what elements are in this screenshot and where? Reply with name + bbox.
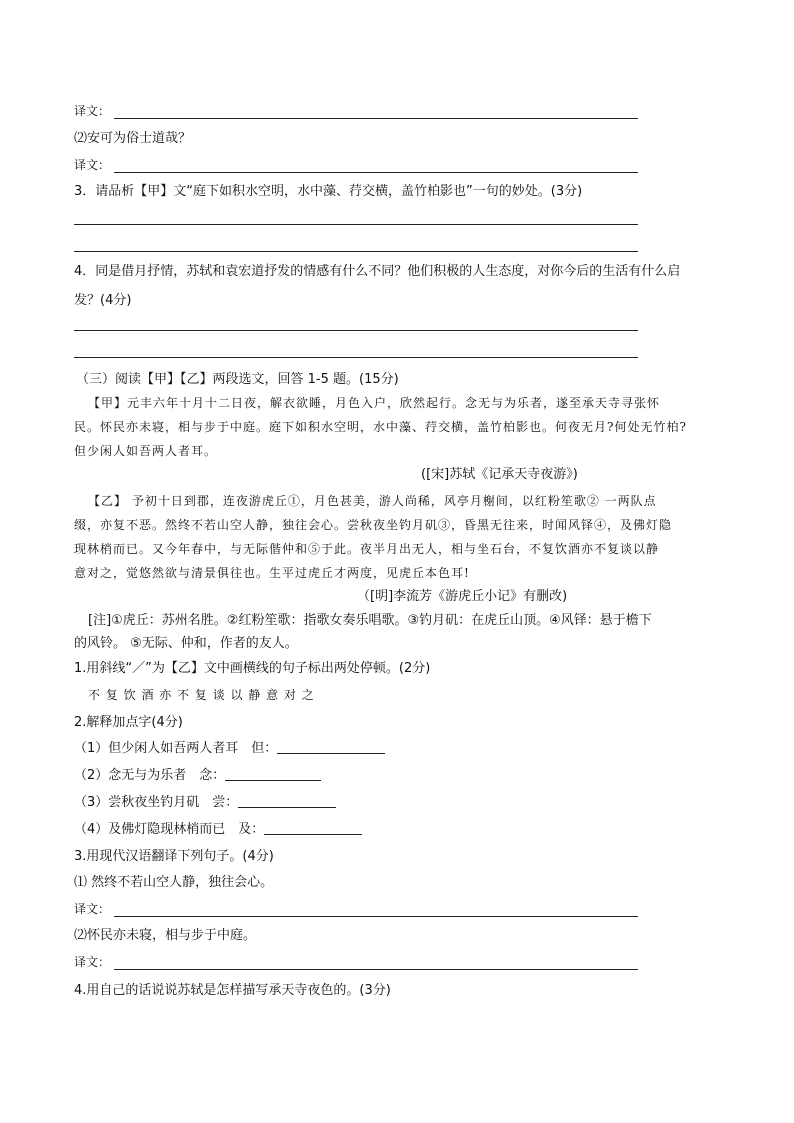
answer-line [74,357,638,358]
passage-yi-line: 缀，亦复不恶。然终不若山空人静，独往会心。尝秋夜坐钓月矶③，昏黑无往来，时闻风铎④，及佛灯隐 [74,518,673,532]
notes-line: 的风铃。 ⑤无际、仲和，作者的友人。 [74,636,298,651]
passage-jia-line: 但少闲人如吾两人者耳。 [74,444,218,458]
source-citation: （[明]李流芳《游虎丘小记》有删改) [357,589,568,604]
word-item-text: （4）及佛灯隐现林梢而已 及： [74,822,265,837]
question-4-line2: 发？(4分) [74,293,132,308]
word-item-2 [74,766,321,786]
question-4b: 4.用自己的话说说苏轼是怎样描写承天寺夜色的。(3分) [74,983,391,998]
word-item-4 [74,820,362,840]
answer-line [114,969,638,970]
notes-line: [注]①虎丘：苏州名胜。②红粉笙歌：指歌女奏乐唱歌。③钓月矶：在虎丘山顶。④风铎：悬于檐下 [88,613,652,628]
answer-blank[interactable] [277,739,385,754]
answer-line [74,330,638,331]
translation-label: 译文： [74,104,111,118]
answer-blank[interactable] [264,820,362,835]
passage-jia-line: 【甲】元丰六年十月十二日夜，解衣欲睡，月色入户，欣然起行。念无与为乐者，遂至承天寺寻张怀 [88,396,661,410]
word-item-3 [74,793,336,813]
passage-yi-line: 现林梢而已。又今年春中，与无际偕仲和⑤于此。夜半月出无人，相与坐石台，不复饮酒亦不复谈以静 [74,542,660,556]
question-2: 2.解释加点字(4分) [74,715,183,730]
passage-jia-line: 民。怀民亦未寝，相与步于中庭。庭下如积水空明，水中藻、荇交横，盖竹柏影也。何夜无月?何处无竹柏? [74,420,687,434]
answer-line [114,172,638,173]
answer-line [114,118,638,119]
answer-line [114,916,638,917]
section-heading: （三）阅读【甲】【乙】两段选文，回答 1-5 题。(15分) [76,372,399,387]
question-4-line1: 4．同是借月抒情，苏轼和袁宏道抒发的情感有什么不同？他们积极的人生态度，对你今后的生活有什么启 [74,264,681,279]
word-item-1 [74,739,385,759]
answer-blank[interactable] [238,793,336,808]
answer-line [74,224,638,225]
question-1: 1.用斜线“／”为【乙】文中画横线的句子标出两处停顿。(2分) [74,661,431,676]
question-3: 3．请品析【甲】文“庭下如积水空明，水中藻、荇交横，盖竹柏影也”一句的妙处。(3分) [74,184,583,199]
passage-yi-line: 【乙】 予初十日到郡，连夜游虎丘①，月色甚美，游人尚稀，风亭月榭间，以红粉笙歌② 一两队点 [88,494,657,508]
answer-line [74,251,638,252]
translate-item: ⑵怀民亦未寝，相与步于中庭。 [74,928,257,943]
source-citation: ([宋]苏轼《记承天寺夜游》) [421,467,578,482]
word-item-text: （2）念无与为乐者 念： [74,768,226,783]
translation-label: 译文： [74,158,111,172]
passage-yi-line: 意对之，觉悠然欲与清景俱往也。生平过虎丘才两度，见虎丘本色耳! [74,566,470,580]
translation-label: 译文： [74,955,111,969]
word-item-text: （3）尝秋夜坐钓月矶 尝： [74,795,239,810]
question-item: ⑵安可为俗士道哉？ [74,131,192,146]
question-3b: 3.用现代汉语翻译下列句子。(4分) [74,849,274,864]
translation-label: 译文： [74,902,111,916]
word-item-text: （1）但少闲人如吾两人者耳 但： [74,741,278,756]
answer-blank[interactable] [225,766,321,781]
translate-item: ⑴ 然终不若山空人静，独往会心。 [74,875,274,890]
underlined-sentence: 不 复 饮 酒 亦 不 复 谈 以 静 意 对 之 [88,688,315,702]
